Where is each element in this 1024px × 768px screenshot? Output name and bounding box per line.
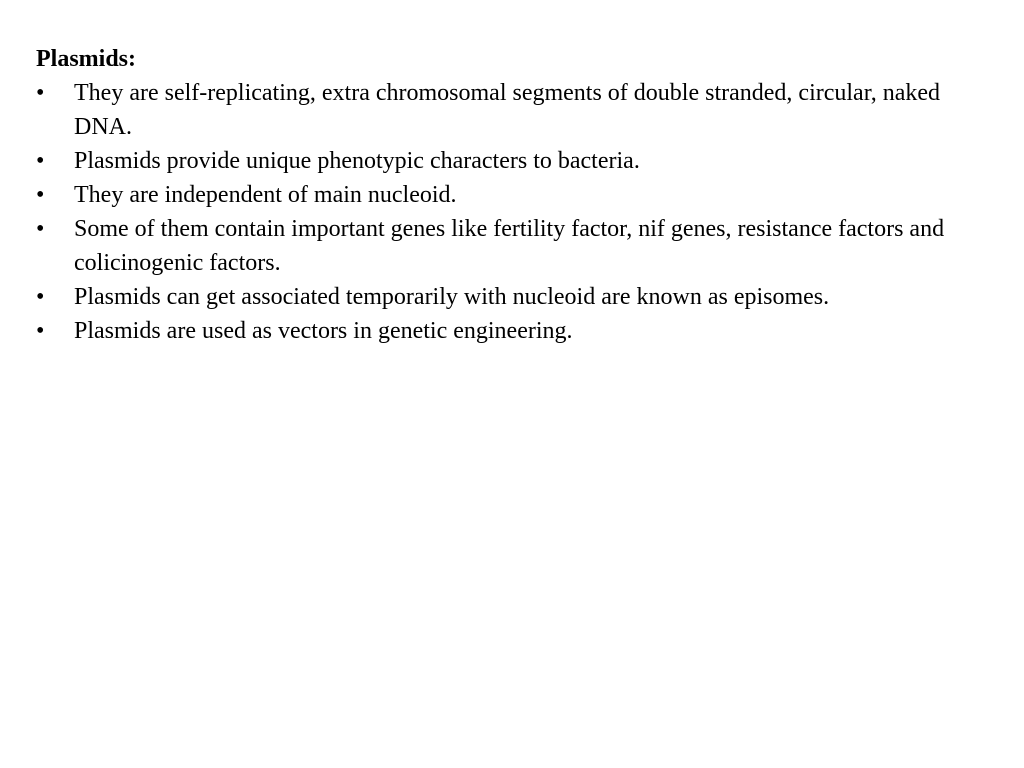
bullet-item [36,76,974,144]
bullet-text: Some of them contain important genes like fertility factor, nif genes, resistance factors and colicinogenic factors. [74,216,945,276]
bullet-item [36,314,974,348]
bullet-item [36,212,974,280]
bullet-text: They are self-replicating, extra chromosomal segments of double stranded, circular, naked DNA. [74,80,941,140]
bullet-text: Plasmids are used as vectors in genetic engineering. [74,318,573,344]
bullet-icon: • [36,80,45,106]
bullet-icon: • [36,216,45,242]
bullet-item [36,144,974,178]
bullet-list [36,76,996,348]
bullet-item [36,178,974,212]
bullet-icon: • [36,148,45,174]
bullet-item [36,280,974,314]
bullet-icon: • [36,284,45,310]
bullet-text: Plasmids can get associated temporarily with nucleoid are known as episomes. [74,284,830,310]
bullet-text: They are independent of main nucleoid. [74,182,457,208]
slide-content [36,42,996,348]
slide-heading: Plasmids: [36,46,137,72]
bullet-icon: • [36,318,45,344]
bullet-text: Plasmids provide unique phenotypic characters to bacteria. [74,148,640,174]
bullet-icon: • [36,182,45,208]
